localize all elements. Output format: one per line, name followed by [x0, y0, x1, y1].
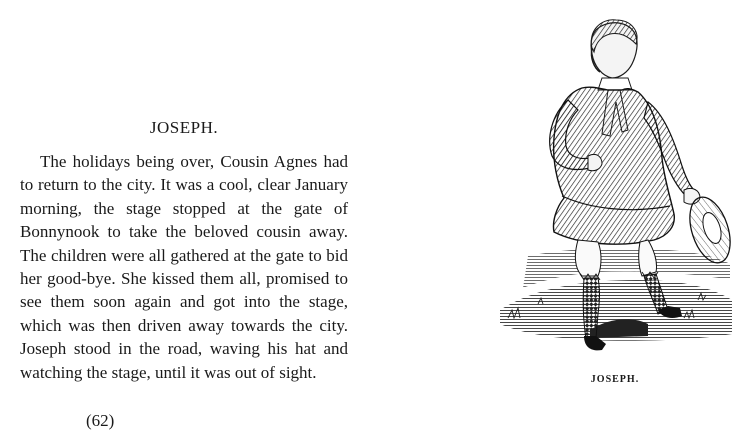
chapter-title: JOSEPH. — [149, 118, 219, 137]
boy-head — [591, 20, 637, 78]
page-number: (62) — [86, 411, 115, 430]
text-column — [20, 118, 348, 384]
body-paragraph: The holidays being over, Cousin Agnes had to return to the city. It was a cool, clear January morning, the stage stopped at the gate of Bonnynook to take the beloved cousin away. The children were all gathered at the gate to bid her good-bye. She kissed them all, promised to see them soon again and got into the stage, which was then driven away towards the city. Joseph stood in the road, waving his hat and watching the stage, until it was out of sight. — [20, 152, 348, 382]
engraving-illustration — [498, 18, 734, 358]
illustration-caption: JOSEPH. — [590, 374, 640, 385]
ground-shading — [500, 248, 732, 341]
